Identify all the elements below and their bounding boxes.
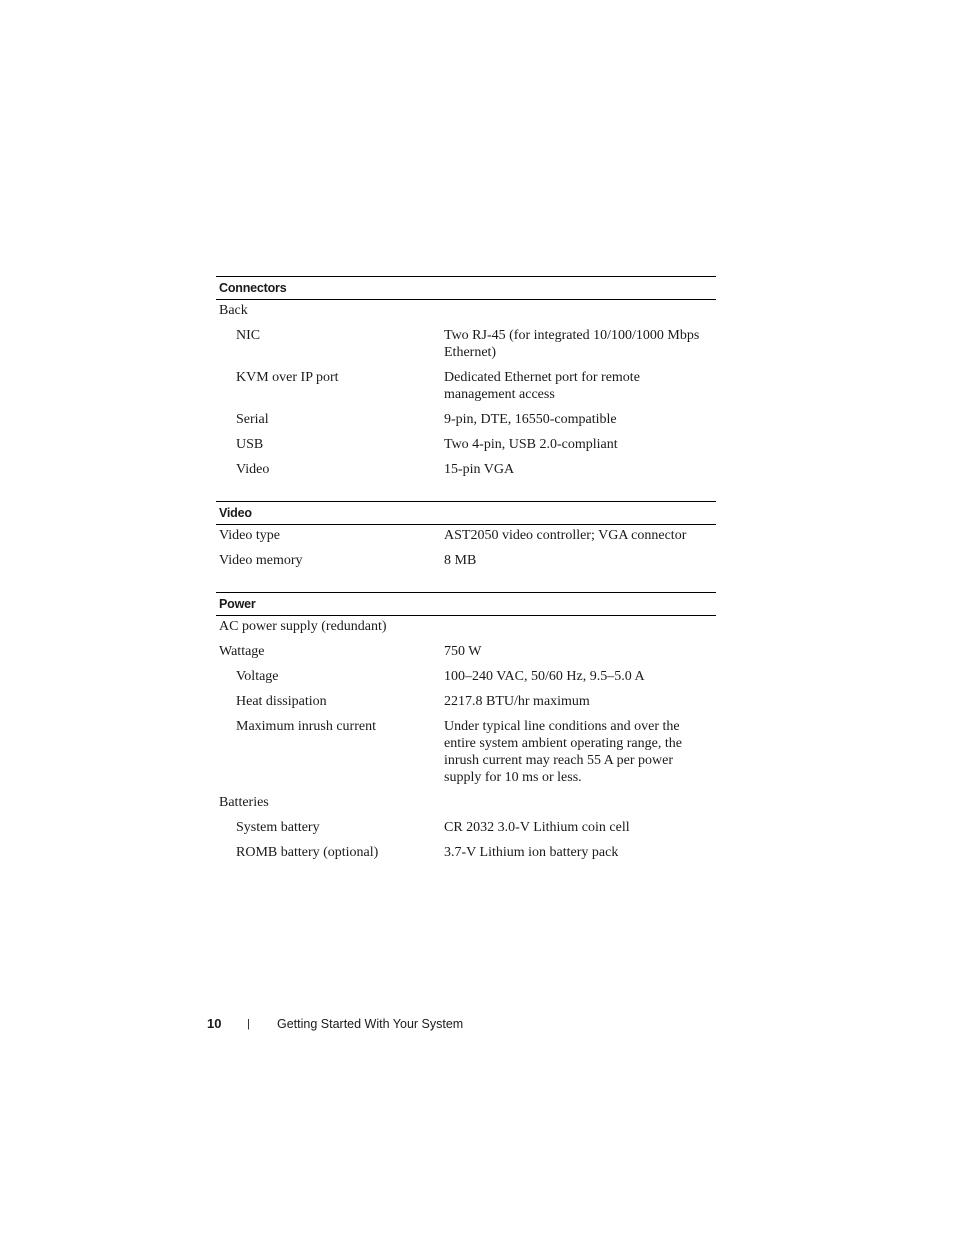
spec-label: Video type (219, 528, 280, 543)
spec-value: 9-pin, DTE, 16550-compatible (444, 412, 617, 427)
spec-label: KVM over IP port (236, 370, 339, 385)
spec-label: ROMB battery (optional) (236, 845, 379, 860)
spec-row (216, 300, 716, 325)
spec-label: System battery (236, 820, 320, 835)
spec-table (216, 276, 716, 884)
spec-row (216, 409, 716, 434)
spec-label: Maximum inrush current (236, 719, 376, 734)
spec-value: 100–240 VAC, 50/60 Hz, 9.5–5.0 A (444, 669, 645, 684)
spec-value: 750 W (444, 644, 482, 659)
spec-value: 2217.8 BTU/hr maximum (444, 694, 590, 709)
spec-value: AST2050 video controller; VGA connector (444, 528, 687, 543)
spec-label: AC power supply (redundant) (219, 619, 387, 634)
spec-label: Video memory (219, 553, 303, 568)
spec-row (216, 325, 716, 367)
section-rows (216, 300, 716, 484)
spec-value: Dedicated Ethernet port for remote management access (444, 370, 640, 402)
spec-label: Wattage (219, 644, 265, 659)
spec-row (216, 716, 716, 792)
chapter-title: Getting Started With Your System (277, 1017, 464, 1031)
spec-row (216, 666, 716, 691)
section-rows (216, 525, 716, 575)
spec-value (444, 794, 706, 811)
spec-row (216, 525, 716, 550)
spec-row (216, 459, 716, 484)
spec-row (216, 367, 716, 409)
page-footer (207, 1015, 463, 1033)
page-number: 10 (207, 1016, 222, 1031)
spec-row (216, 641, 716, 666)
spec-value (444, 618, 706, 635)
section-video (216, 501, 716, 575)
spec-label: Batteries (219, 795, 269, 810)
spec-value: Two 4-pin, USB 2.0-compliant (444, 437, 618, 452)
section-title: Video (216, 501, 716, 525)
footer-separator: | (247, 1018, 250, 1030)
spec-row (216, 434, 716, 459)
spec-row (216, 817, 716, 842)
section-title: Power (216, 592, 716, 616)
spec-row (216, 616, 716, 641)
spec-label: USB (236, 437, 264, 452)
spec-label: Video (236, 462, 270, 477)
section-power (216, 592, 716, 867)
spec-label: Back (219, 303, 248, 318)
spec-row (216, 792, 716, 817)
spec-value: Under typical line conditions and over the entire system ambient operating range, the inrush current may reach 55 A per power supply for 10 ms or less. (444, 719, 682, 785)
spec-row (216, 691, 716, 716)
spec-value: 15-pin VGA (444, 462, 515, 477)
section-connectors (216, 276, 716, 484)
spec-label: Voltage (236, 669, 279, 684)
spec-value: CR 2032 3.0-V Lithium coin cell (444, 820, 630, 835)
section-rows (216, 616, 716, 867)
spec-row (216, 550, 716, 575)
spec-value (444, 302, 706, 319)
spec-value: 8 MB (444, 553, 477, 568)
section-title: Connectors (216, 276, 716, 300)
spec-value: 3.7-V Lithium ion battery pack (444, 845, 619, 860)
spec-label: Heat dissipation (236, 694, 327, 709)
spec-label: NIC (236, 328, 261, 343)
spec-value: Two RJ-45 (for integrated 10/100/1000 Mbps Ethernet) (444, 328, 700, 360)
spec-label: Serial (236, 412, 269, 427)
spec-row (216, 842, 716, 867)
